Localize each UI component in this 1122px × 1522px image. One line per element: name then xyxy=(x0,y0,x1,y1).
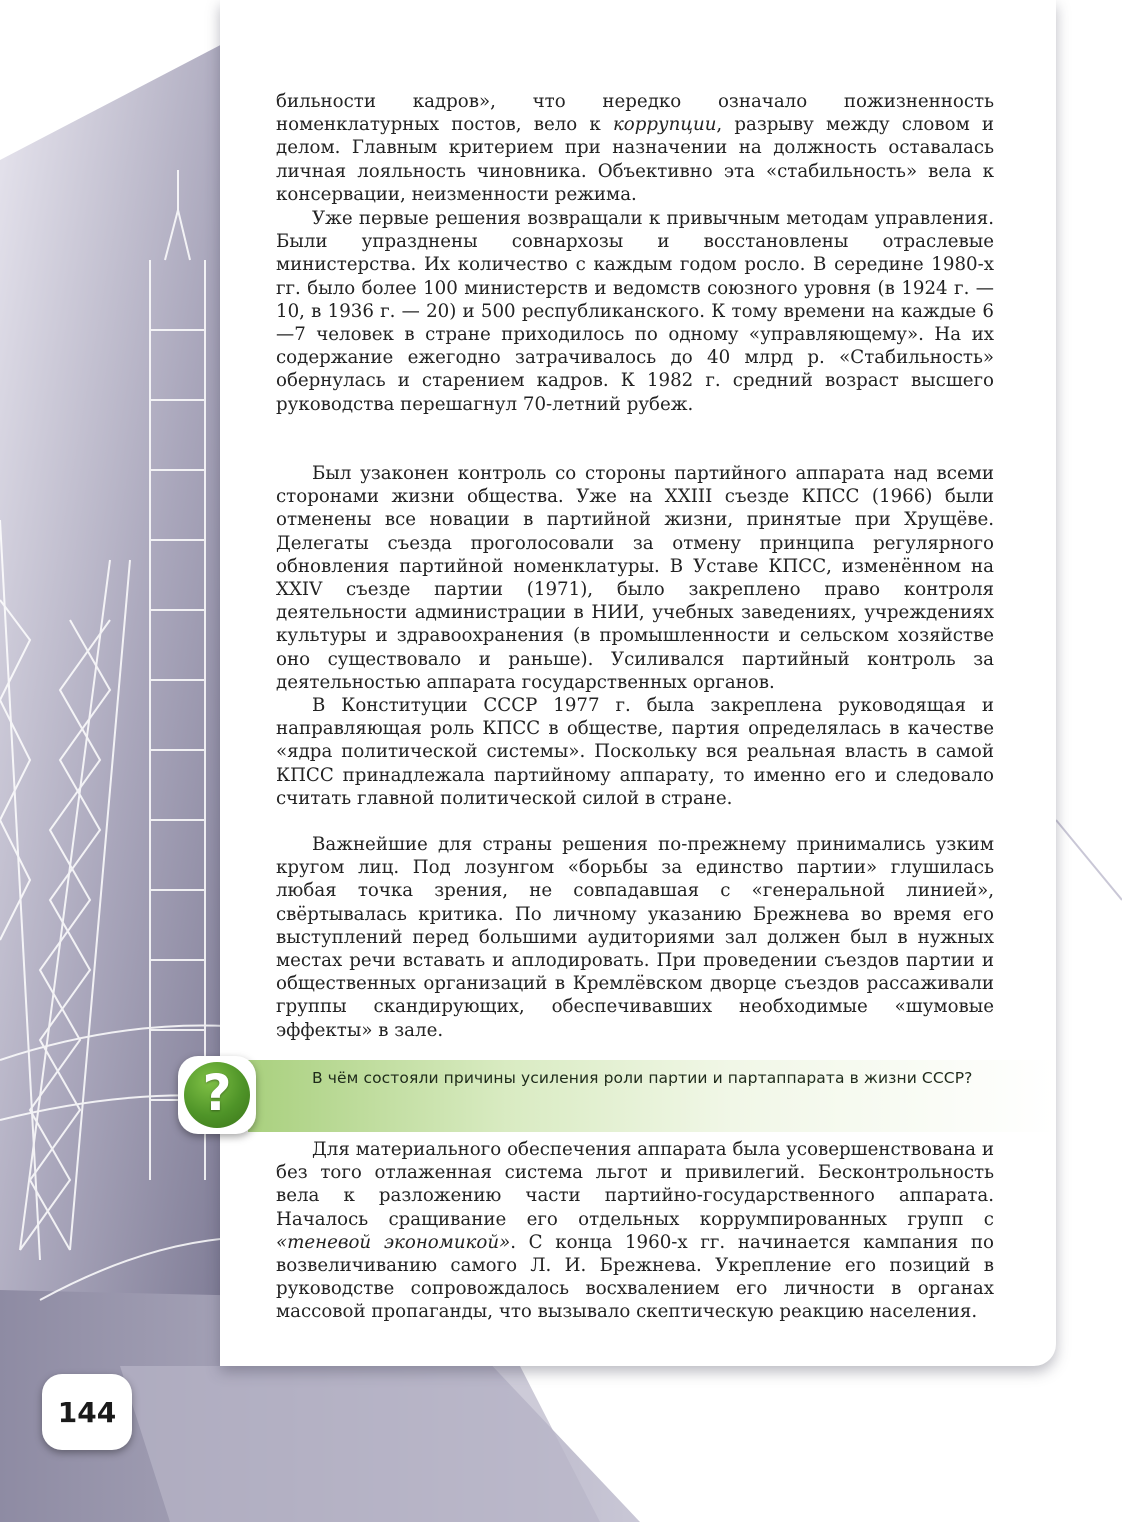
paragraph-1 xyxy=(276,90,994,206)
italic-term: «теневой экономикой» xyxy=(276,1231,511,1253)
paragraph-2 xyxy=(276,207,994,416)
paragraph-5 xyxy=(276,833,994,1042)
question-mark-icon xyxy=(184,1062,250,1128)
page-number: 144 xyxy=(57,1395,117,1429)
text-segment: Уже первые решения возвращали к привычным методам управления. Были упразднены совнархозы и восстановлены отраслевые министерства. Их количество с каждым годом росло. В середине 1980-х гг. было более 100 министерств и ведомств союзного уровня (в 1924 г. — 10, в 1936 г. — 20) и 500 республиканского. К тому времени на каждые 6—7 человек в стране приходилось по одному «управляющему». На их содержание ежегодно затрачивалось до 40 млрд р. «Стабильность» обернулась и старением кадров. К 1982 г. средний возраст высшего руководства перешагнул 70-летний рубеж. xyxy=(276,208,994,415)
text-segment: , разрыву между словом и делом. Главным критерием при назначении на должность оставалась личная лояльность чиновника. Объективно эта «стабильность» вела к консервации, неизменности режима. xyxy=(276,114,994,205)
text-segment: Важнейшие для страны решения по-прежнему принимались узким кругом лиц. Под лозунгом «борьбы за единство партии» глушилась любая точка зрения, не совпадавшая с «генеральной линией», свёртывалась критика. По личному указанию Брежнева во время его выступлений перед большими аудиториями зал должен был в нужных местах речи вставать и аплодировать. При проведении съездов партии и общественных организаций в Кремлёвском дворце съездов рассаживали группы скандирующих, обеспечивавших необходимые «шумовые эффекты» в зале. xyxy=(276,834,994,1041)
text-segment: . С конца 1960-х гг. начинается кампания по возвеличиванию самого Л. И. Брежнева. Укрепление его позиций в руководстве сопровождалось восхвалением его личности в органах массовой пропаганды, что вызывало скептическую реакцию населения. xyxy=(276,1231,994,1323)
paragraph-6 xyxy=(276,1138,994,1324)
page-number-box xyxy=(42,1374,132,1450)
paragraph-3 xyxy=(276,462,994,694)
question-badge xyxy=(178,1056,256,1134)
paragraph-4 xyxy=(276,694,994,810)
text-segment: Был узаконен контроль со стороны партийного аппарата над всеми сторонами жизни общества. Уже на XXIII съезде КПСС (1966) были отменены все новации в партийной жизни, принятые при Хрущёве. Делегаты съезда проголосовали за отмену принципа регулярного обновления партийной номенклатуры. В Уставе КПСС, изменённом на XXIV съезде партии (1971), было закреплено право контроля деятельности администрации в НИИ, учебных заведениях, учреждениях культуры и здравоохранения (в промышленности и сельском хозяйстве оно существовало и раньше). Усиливался партийный контроль за деятельностью аппарата государственных органов. xyxy=(276,463,994,693)
text-segment: Для материального обеспечения аппарата была усовершенствована и без того отлаженная система льгот и привилегий. Бесконтрольность вела к разложению части партийно-государственного аппарата. Началось сращивание его отдельных коррумпированных групп с xyxy=(276,1139,994,1230)
question-text: В чём состояли причины усиления роли партии и партаппарата в жизни СССР? xyxy=(312,1069,973,1087)
text-segment: В Конституции СССР 1977 г. была закреплена руководящая и направляющая роль КПСС в обществе, партия определялась в качестве «ядра политической системы». Поскольку вся реальная власть в самой КПСС принадлежала партийному аппарату, то именно его и следовало считать главной политической силой в стране. xyxy=(276,695,994,809)
italic-term: коррупции xyxy=(612,114,717,136)
question-mark-glyph: ? xyxy=(202,1064,232,1122)
text-segment: бильности кадров», что нередко означало пожизненность номенклатурных постов, вело к xyxy=(276,91,994,136)
